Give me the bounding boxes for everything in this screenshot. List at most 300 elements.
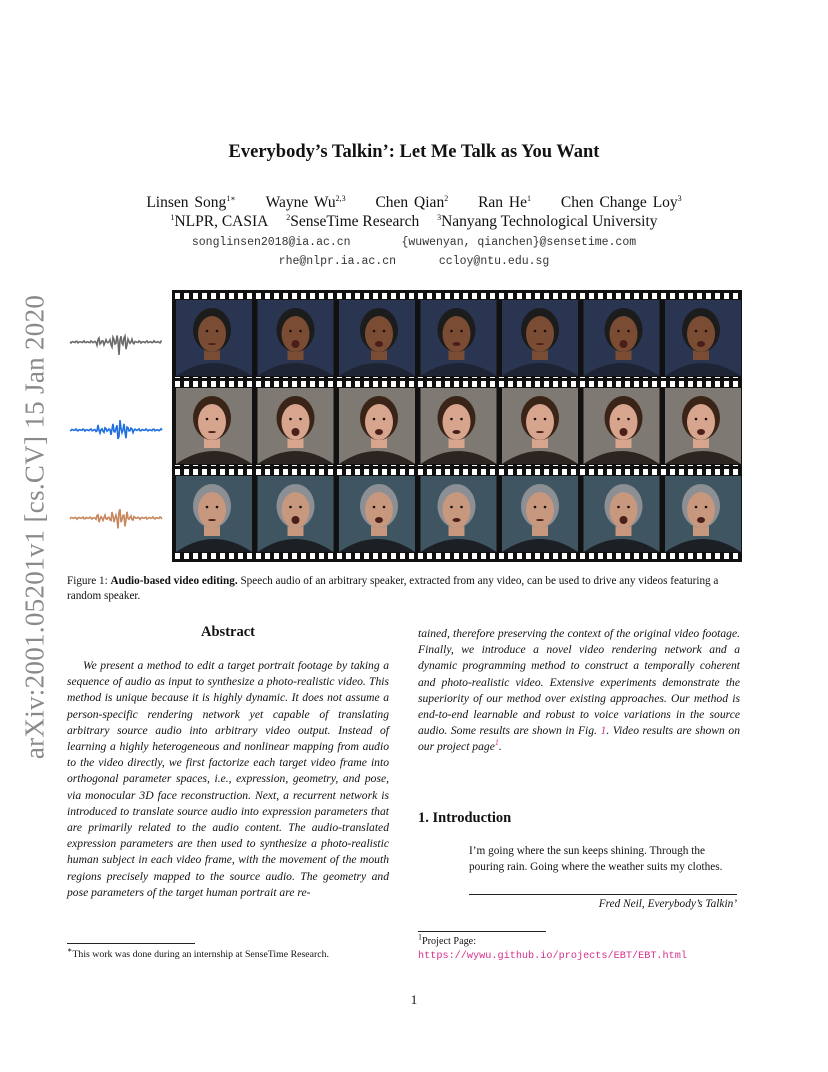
sprocket-hole — [184, 381, 189, 387]
sprocket-hole — [373, 553, 378, 559]
sprocket-hole — [481, 381, 486, 387]
sprocket-hole — [346, 469, 351, 475]
frame-mouth — [536, 519, 544, 521]
sprocket-hole — [283, 381, 288, 387]
frame-mouth — [208, 519, 216, 521]
sprocket-hole — [490, 293, 495, 299]
frame-face — [443, 404, 471, 440]
sprocket-hole — [409, 469, 414, 475]
sprocket-hole — [733, 293, 738, 299]
sprocket-hole — [445, 381, 450, 387]
sprocket-hole — [517, 469, 522, 475]
sprocket-hole — [310, 469, 315, 475]
sprocket-hole — [724, 469, 729, 475]
sprocket-hole — [625, 293, 630, 299]
sprocket-hole — [553, 553, 558, 559]
sprocket-hole — [463, 553, 468, 559]
frame-eye — [460, 418, 463, 421]
sprocket-hole — [445, 469, 450, 475]
sprocket-hole — [661, 381, 666, 387]
sprocket-hole — [688, 293, 693, 299]
sprocket-hole — [562, 293, 567, 299]
sprocket-hole — [301, 293, 306, 299]
sprocket-hole — [571, 553, 576, 559]
sprocket-hole — [499, 553, 504, 559]
frame-mouth — [620, 340, 628, 348]
sprocket-hole — [508, 469, 513, 475]
frame-eye — [450, 330, 453, 333]
sprocket-hole — [697, 553, 702, 559]
sprocket-hole — [553, 381, 558, 387]
sprocket-hole — [652, 469, 657, 475]
footnote-ref[interactable]: 1 — [494, 738, 499, 748]
sprocket-hole — [283, 293, 288, 299]
frame-face — [198, 316, 226, 352]
sprocket-hole — [346, 381, 351, 387]
sprocket-hole — [211, 553, 216, 559]
sprocket-hole — [517, 293, 522, 299]
sprocket-hole — [301, 553, 306, 559]
email: rhe@nlpr.ia.ac.cn — [278, 255, 396, 268]
frame-eye — [383, 330, 386, 333]
sprocket-hole — [184, 469, 189, 475]
sprocket-hole — [292, 469, 297, 475]
sprocket-hole — [427, 381, 432, 387]
sprocket-hole — [445, 293, 450, 299]
sprocket-hole — [274, 469, 279, 475]
sprocket-hole — [733, 553, 738, 559]
frame-eye — [695, 418, 698, 421]
sprocket-hole — [292, 293, 297, 299]
page-number: 1 — [410, 992, 418, 1007]
sprocket-hole — [454, 469, 459, 475]
sprocket-hole — [409, 553, 414, 559]
sprocket-hole — [265, 469, 270, 475]
sprocket-hole — [481, 469, 486, 475]
sprocket-hole — [571, 469, 576, 475]
frame-eye — [450, 506, 453, 509]
sprocket-hole — [643, 293, 648, 299]
sprocket-hole — [598, 469, 603, 475]
sprocket-hole — [184, 553, 189, 559]
sprocket-hole — [328, 553, 333, 559]
frame-eye — [216, 506, 219, 509]
frame-eye — [383, 418, 386, 421]
frame-mouth — [375, 517, 383, 523]
sprocket-hole — [589, 381, 594, 387]
sprocket-hole — [535, 469, 540, 475]
teaser-figure — [66, 290, 742, 562]
sprocket-hole — [508, 381, 513, 387]
epigraph-rule — [469, 894, 737, 895]
frame-eye — [289, 418, 292, 421]
sprocket-hole — [175, 381, 180, 387]
sprocket-hole — [580, 293, 585, 299]
sprocket-hole — [526, 553, 531, 559]
frame-mouth — [453, 342, 461, 346]
sprocket-hole — [454, 381, 459, 387]
sprocket-hole — [418, 293, 423, 299]
sprocket-hole — [472, 381, 477, 387]
sprocket-hole — [400, 293, 405, 299]
sprocket-hole — [220, 553, 225, 559]
affiliation: $^3$Nanyang Technological University — [437, 212, 658, 230]
frame-mouth — [453, 430, 461, 434]
sprocket-hole — [229, 381, 234, 387]
sprocket-hole — [274, 293, 279, 299]
author: Wayne Wu$^{2,3}$ — [265, 193, 346, 211]
sprocket-hole — [589, 293, 594, 299]
sprocket-hole — [679, 553, 684, 559]
frame-mouth — [536, 431, 544, 433]
sprocket-hole — [616, 553, 621, 559]
sprocket-hole — [535, 381, 540, 387]
sprocket-hole — [202, 469, 207, 475]
frame-eye — [460, 330, 463, 333]
sprocket-hole — [490, 469, 495, 475]
author: Ran He$^1$ — [478, 193, 531, 211]
sprocket-hole — [643, 469, 648, 475]
frame-eye — [627, 506, 630, 509]
frame-face — [443, 316, 471, 352]
sprocket-hole — [265, 381, 270, 387]
sprocket-hole — [184, 293, 189, 299]
sprocket-hole — [562, 381, 567, 387]
frame-eye — [216, 330, 219, 333]
sprocket-hole — [553, 293, 558, 299]
frame-face — [198, 492, 226, 528]
frame-face — [526, 404, 554, 440]
sprocket-hole — [229, 553, 234, 559]
sprocket-hole — [310, 553, 315, 559]
sprocket-hole — [724, 293, 729, 299]
sprocket-hole — [193, 293, 198, 299]
sprocket-hole — [337, 381, 342, 387]
frame-mouth — [292, 428, 300, 436]
sprocket-hole — [607, 381, 612, 387]
sprocket-hole — [634, 469, 639, 475]
sprocket-hole — [688, 553, 693, 559]
sprocket-hole — [301, 469, 306, 475]
sprocket-hole — [238, 469, 243, 475]
footnote-right: $^1$Project Page: https://wywu.github.io/projects/EBT/EBT.html — [418, 932, 687, 962]
affiliation-list — [0, 213, 828, 231]
sprocket-hole — [427, 553, 432, 559]
sprocket-hole — [652, 553, 657, 559]
caption-text: Speech audio of an arbitrary speaker, extracted from any video, can be used to drive any videos featuring a random speaker. — [67, 575, 719, 602]
sprocket-hole — [553, 469, 558, 475]
caption-bold: Audio-based video editing. — [110, 575, 238, 587]
section-heading-introduction: 1. Introduction — [418, 810, 512, 826]
sprocket-hole — [616, 381, 621, 387]
sprocket-hole — [229, 293, 234, 299]
sprocket-hole — [211, 293, 216, 299]
abstract-body-left: We present a method to edit a target portrait footage by taking a sequence of audio as input to synthesize a photo-realistic video. This method is unique because it is highly dynamic. It does not assume a person-specific rendering network yet capable of translating arbitrary source audio into arbitrary video output. Instead of learning a highly heterogeneous and nonlinear mapping from audio to the video directly, we first factorize each target video frame into orthogonal parameter spaces, i.e., expression, geometry, and pose, via monocular 3D face reconstruction. Next, a recurrent network is introduced to translate source audio into expression parameters that are primarily related to the audio content. The audio-translated expression parameters are then used to synthesize a photo-realistic human subject in each video frame, with the movement of the mouth regions precisely mapped to the source audio. The geometry and pose parameters of the target human portrait are re- — [67, 659, 389, 899]
email-line-1 — [0, 236, 828, 249]
sprocket-hole — [292, 381, 297, 387]
sprocket-hole — [463, 381, 468, 387]
sprocket-hole — [706, 469, 711, 475]
sprocket-hole — [355, 469, 360, 475]
figure-caption — [67, 574, 739, 604]
frame-mouth — [536, 343, 544, 345]
sprocket-hole — [238, 553, 243, 559]
sprocket-hole — [607, 553, 612, 559]
sprocket-hole — [715, 293, 720, 299]
sprocket-hole — [670, 381, 675, 387]
email: songlinsen2018@ia.ac.cn — [191, 236, 351, 249]
sprocket-hole — [589, 553, 594, 559]
sprocket-hole — [571, 381, 576, 387]
frame-eye — [617, 330, 620, 333]
sprocket-hole — [418, 553, 423, 559]
sprocket-hole — [319, 293, 324, 299]
sprocket-hole — [328, 293, 333, 299]
sprocket-hole — [481, 553, 486, 559]
sprocket-hole — [427, 469, 432, 475]
sprocket-hole — [256, 381, 261, 387]
frame-eye — [216, 418, 219, 421]
sprocket-hole — [733, 469, 738, 475]
sprocket-hole — [706, 553, 711, 559]
sprocket-hole — [697, 293, 702, 299]
sprocket-hole — [319, 553, 324, 559]
sprocket-hole — [544, 469, 549, 475]
sprocket-hole — [652, 381, 657, 387]
sprocket-hole — [499, 293, 504, 299]
sprocket-hole — [238, 293, 243, 299]
sprocket-hole — [490, 381, 495, 387]
sprocket-hole — [391, 381, 396, 387]
sprocket-hole — [607, 469, 612, 475]
sprocket-hole — [625, 553, 630, 559]
sprocket-hole — [616, 293, 621, 299]
frame-face — [198, 404, 226, 440]
sprocket-hole — [535, 553, 540, 559]
frame-eye — [627, 330, 630, 333]
sprocket-hole — [535, 293, 540, 299]
sprocket-hole — [724, 381, 729, 387]
project-page-link[interactable]: https://wywu.github.io/projects/EBT/EBT.html — [418, 951, 687, 962]
sprocket-hole — [418, 381, 423, 387]
sprocket-hole — [436, 469, 441, 475]
sprocket-hole — [175, 553, 180, 559]
sprocket-hole — [472, 469, 477, 475]
affiliation: $^1$NLPR, CASIA — [170, 212, 269, 230]
figure-ref-link[interactable]: 1 — [600, 724, 607, 738]
footnote-left: ∗This work was done during an internship at SenseTime Research. — [67, 945, 329, 960]
frame-mouth — [208, 343, 216, 345]
frame-mouth — [375, 429, 383, 435]
frame-eye — [534, 330, 537, 333]
sprocket-hole — [256, 553, 261, 559]
sprocket-hole — [373, 381, 378, 387]
sprocket-hole — [247, 381, 252, 387]
sprocket-hole — [328, 469, 333, 475]
frame-face — [526, 316, 554, 352]
sprocket-hole — [364, 469, 369, 475]
frame-mouth — [620, 516, 628, 524]
sprocket-hole — [409, 381, 414, 387]
frame-eye — [299, 418, 302, 421]
sprocket-hole — [616, 469, 621, 475]
waveform-icon — [70, 420, 162, 439]
sprocket-hole — [202, 381, 207, 387]
sprocket-hole — [265, 553, 270, 559]
sprocket-hole — [175, 469, 180, 475]
waveform-icon — [70, 336, 162, 356]
sprocket-hole — [319, 469, 324, 475]
frame-eye — [373, 418, 376, 421]
sprocket-hole — [328, 381, 333, 387]
sprocket-hole — [382, 469, 387, 475]
frame-eye — [544, 506, 547, 509]
sprocket-hole — [346, 293, 351, 299]
sprocket-hole — [283, 553, 288, 559]
sprocket-hole — [517, 553, 522, 559]
sprocket-hole — [688, 381, 693, 387]
arxiv-stamp: arXiv:2001.05201v1 [cs.CV] 15 Jan 2020 — [19, 294, 50, 760]
sprocket-hole — [598, 553, 603, 559]
frame-eye — [544, 418, 547, 421]
sprocket-hole — [697, 381, 702, 387]
sprocket-hole — [634, 381, 639, 387]
sprocket-hole — [580, 553, 585, 559]
sprocket-hole — [202, 553, 207, 559]
sprocket-hole — [193, 553, 198, 559]
abstract-body-right: tained, therefore preserving the context of the original video footage. Finally, we introduce a novel video rendering network and a dynamic programming method to construct a temporally coherent and photo-realistic video. Extensive experiments demonstrate the superiority of our method over existing approaches. Our method is end-to-end learnable and robust to voice variations in the source audio. Some results are shown in Fig. 1. Video results are shown on our project page$^1$. — [418, 627, 740, 754]
sprocket-hole — [445, 553, 450, 559]
sprocket-hole — [481, 293, 486, 299]
sprocket-hole — [256, 469, 261, 475]
sprocket-hole — [607, 293, 612, 299]
sprocket-hole — [427, 293, 432, 299]
sprocket-hole — [283, 469, 288, 475]
sprocket-hole — [256, 293, 261, 299]
frame-mouth — [375, 341, 383, 347]
sprocket-hole — [220, 381, 225, 387]
sprocket-hole — [715, 381, 720, 387]
sprocket-hole — [337, 469, 342, 475]
sprocket-hole — [265, 293, 270, 299]
frame-eye — [695, 506, 698, 509]
frame-eye — [299, 330, 302, 333]
sprocket-hole — [634, 553, 639, 559]
sprocket-hole — [544, 381, 549, 387]
sprocket-hole — [517, 381, 522, 387]
frame-eye — [206, 506, 209, 509]
abstract-heading: Abstract — [201, 624, 255, 640]
sprocket-hole — [211, 381, 216, 387]
sprocket-hole — [508, 553, 513, 559]
frame-eye — [617, 506, 620, 509]
sprocket-hole — [634, 293, 639, 299]
sprocket-hole — [661, 553, 666, 559]
sprocket-hole — [733, 381, 738, 387]
frame-eye — [705, 330, 708, 333]
sprocket-hole — [679, 381, 684, 387]
frame-eye — [627, 418, 630, 421]
sprocket-hole — [391, 469, 396, 475]
sprocket-hole — [202, 293, 207, 299]
sprocket-hole — [436, 553, 441, 559]
sprocket-hole — [625, 381, 630, 387]
sprocket-hole — [661, 469, 666, 475]
email: {wuwenyan, qianchen}@sensetime.com — [401, 236, 637, 249]
sprocket-hole — [706, 381, 711, 387]
sprocket-hole — [355, 293, 360, 299]
sprocket-hole — [220, 469, 225, 475]
sprocket-hole — [688, 469, 693, 475]
frame-eye — [460, 506, 463, 509]
sprocket-hole — [598, 381, 603, 387]
sprocket-hole — [679, 293, 684, 299]
frame-mouth — [697, 341, 705, 347]
sprocket-hole — [310, 381, 315, 387]
sprocket-hole — [580, 381, 585, 387]
sprocket-hole — [544, 553, 549, 559]
waveform-icon — [70, 509, 162, 528]
frame-eye — [289, 330, 292, 333]
sprocket-hole — [247, 293, 252, 299]
sprocket-hole — [724, 553, 729, 559]
sprocket-hole — [229, 469, 234, 475]
sprocket-hole — [625, 469, 630, 475]
sprocket-hole — [211, 469, 216, 475]
sprocket-hole — [436, 381, 441, 387]
frame-eye — [289, 506, 292, 509]
epigraph-attribution: Fred Neil, Everybody’s Talkin’ — [598, 898, 737, 910]
sprocket-hole — [499, 381, 504, 387]
sprocket-hole — [652, 293, 657, 299]
sprocket-hole — [301, 381, 306, 387]
frame-mouth — [697, 517, 705, 523]
sprocket-hole — [274, 381, 279, 387]
sprocket-hole — [526, 469, 531, 475]
frame-eye — [544, 330, 547, 333]
sprocket-hole — [355, 553, 360, 559]
frame-face — [526, 492, 554, 528]
sprocket-hole — [454, 293, 459, 299]
sprocket-hole — [526, 293, 531, 299]
sprocket-hole — [355, 381, 360, 387]
sprocket-hole — [562, 469, 567, 475]
sprocket-hole — [400, 553, 405, 559]
sprocket-hole — [697, 469, 702, 475]
frame-eye — [450, 418, 453, 421]
author: Linsen Song$^{1∗}$ — [146, 193, 236, 211]
sprocket-hole — [598, 293, 603, 299]
sprocket-hole — [472, 293, 477, 299]
sprocket-hole — [499, 469, 504, 475]
sprocket-hole — [364, 553, 369, 559]
sprocket-hole — [310, 293, 315, 299]
sprocket-hole — [454, 553, 459, 559]
sprocket-hole — [400, 381, 405, 387]
sprocket-hole — [508, 293, 513, 299]
frame-mouth — [453, 518, 461, 522]
frame-eye — [617, 418, 620, 421]
sprocket-hole — [247, 553, 252, 559]
sprocket-hole — [337, 293, 342, 299]
frame-eye — [299, 506, 302, 509]
author: Chen Qian$^2$ — [375, 193, 449, 211]
sprocket-hole — [526, 381, 531, 387]
frame-mouth — [620, 428, 628, 436]
sprocket-hole — [670, 293, 675, 299]
footnote-rule-left — [67, 943, 195, 944]
sprocket-hole — [364, 293, 369, 299]
